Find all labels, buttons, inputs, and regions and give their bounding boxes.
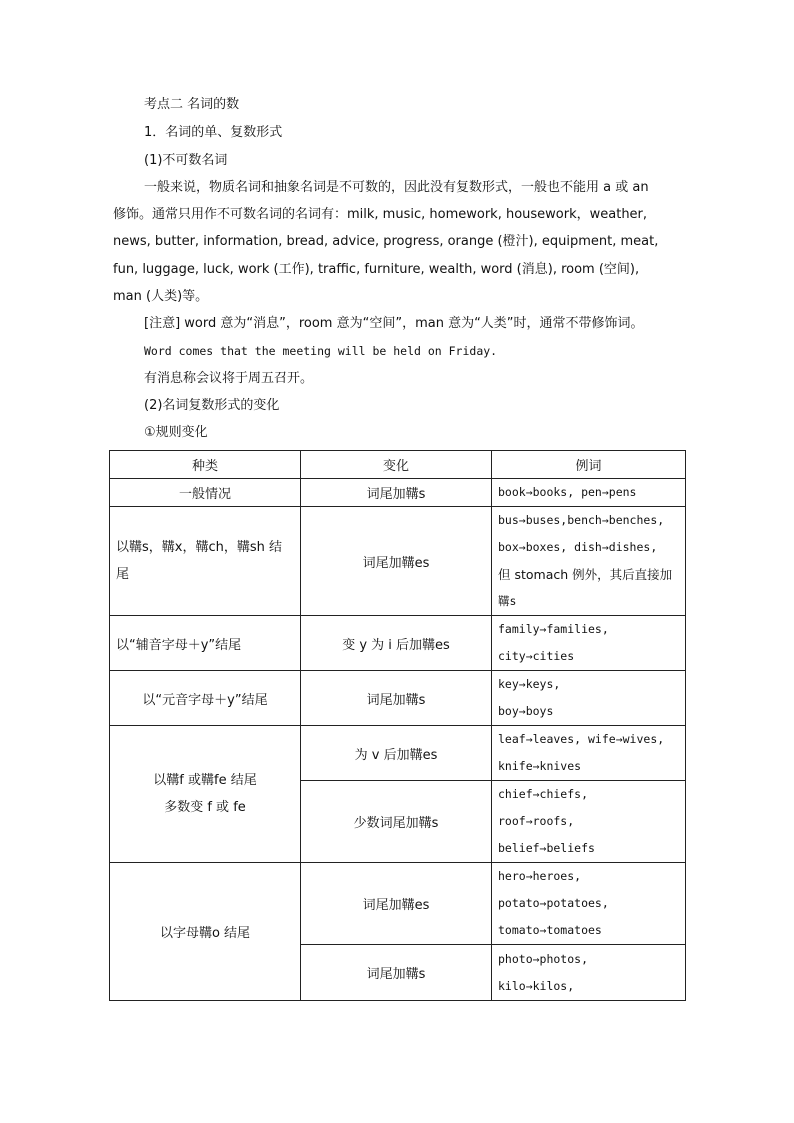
kind-cell: 以鞲s，鞲x，鞲ch，鞲sh 结尾 <box>110 507 301 616</box>
example-cell <box>492 863 686 945</box>
subheading-1-2: (2)名词复数形式的变化 <box>144 398 280 413</box>
note-line: [注意] word 意为“消息”，room 意为“空间”，man 意为“人类”时，通常不带修饰词。 <box>144 316 644 331</box>
example-line: 但 stomach 例外，其后直接加 <box>498 567 673 582</box>
example-line: chief→chiefs, <box>498 787 589 801</box>
example-line: hero→heroes, <box>498 869 582 883</box>
change-cell: 变 y 为 i 后加鞲es <box>301 616 492 671</box>
example-line: tomato→tomatoes <box>498 923 602 937</box>
subheading-1-1: (1)不可数名词 <box>144 153 228 168</box>
kind-cell: 以字母鞲o 结尾 <box>110 863 301 1001</box>
example-cell <box>492 726 686 781</box>
paragraph-line: fun, luggage, luck, work (工作), traffic, furniture, wealth, word (消息), room (空间), <box>113 262 640 277</box>
example-line: bus→buses,bench→benches, <box>498 513 665 527</box>
table-row <box>110 616 686 671</box>
change-cell: 为 v 后加鞲es <box>301 726 492 781</box>
change-cell: 词尾加鞲s <box>301 671 492 726</box>
example-sentence-en: Word comes that the meeting will be held on Friday. <box>144 344 498 358</box>
example-line: book→books, pen→pens <box>498 485 637 499</box>
table-row <box>110 863 686 945</box>
kind-line: 以鞲f 或鞲fe 结尾 <box>153 773 257 788</box>
change-cell: 词尾加鞲es <box>301 863 492 945</box>
change-cell: 词尾加鞲s <box>301 479 492 507</box>
example-line: 鞲s <box>498 594 517 608</box>
plural-rules-table <box>109 450 686 1001</box>
example-line: key→keys, <box>498 677 561 691</box>
table-header-row <box>110 451 686 479</box>
example-cell <box>492 479 686 507</box>
kind-line: 多数变 f 或 fe <box>164 800 246 815</box>
example-line: box→boxes, dish→dishes, <box>498 540 658 554</box>
example-line: knife→knives <box>498 759 582 773</box>
table-row <box>110 726 686 781</box>
example-line: belief→beliefs <box>498 841 595 855</box>
paragraph-line: man (人类)等。 <box>113 289 209 304</box>
header-change: 变化 <box>301 451 492 479</box>
example-cell <box>492 671 686 726</box>
section-title: 考点二 名词的数 <box>144 97 240 112</box>
table-row <box>110 671 686 726</box>
example-line: kilo→kilos, <box>498 978 575 993</box>
example-line: boy→boys <box>498 704 554 718</box>
example-cell <box>492 945 686 1001</box>
kind-cell <box>110 726 301 863</box>
paragraph-line: 修饰。通常只用作不可数名词的名词有：milk, music, homework, housework，weather, <box>113 207 648 222</box>
subheading-1: 1．名词的单、复数形式 <box>144 125 283 140</box>
change-cell: 词尾加鞲es <box>301 507 492 616</box>
example-line: roof→roofs, <box>498 814 575 828</box>
example-line: photo→photos, <box>498 951 589 966</box>
subheading-1-2-1: ①规则变化 <box>144 425 208 440</box>
example-line: potato→potatoes, <box>498 896 609 910</box>
paragraph-line: news, butter, information, bread, advice, progress, orange (橙汁), equipment, meat, <box>113 234 659 249</box>
table-row <box>110 507 686 616</box>
kind-cell: 一般情况 <box>110 479 301 507</box>
example-cell <box>492 781 686 863</box>
kind-cell: 以“辅音字母＋y”结尾 <box>110 616 301 671</box>
change-cell: 词尾加鞲s <box>301 945 492 1001</box>
header-example: 例词 <box>492 451 686 479</box>
header-kind: 种类 <box>110 451 301 479</box>
paragraph-line: 一般来说，物质名词和抽象名词是不可数的，因此没有复数形式，一般也不能用 a 或 an <box>144 180 649 195</box>
example-sentence-cn: 有消息称会议将于周五召开。 <box>144 371 314 386</box>
change-cell: 少数词尾加鞲s <box>301 781 492 863</box>
example-line: family→families, <box>498 622 609 636</box>
table-row <box>110 479 686 507</box>
example-line: leaf→leaves, wife→wives, <box>498 732 665 746</box>
example-cell <box>492 507 686 616</box>
kind-cell: 以“元音字母＋y”结尾 <box>110 671 301 726</box>
example-line: city→cities <box>498 649 575 663</box>
example-cell <box>492 616 686 671</box>
